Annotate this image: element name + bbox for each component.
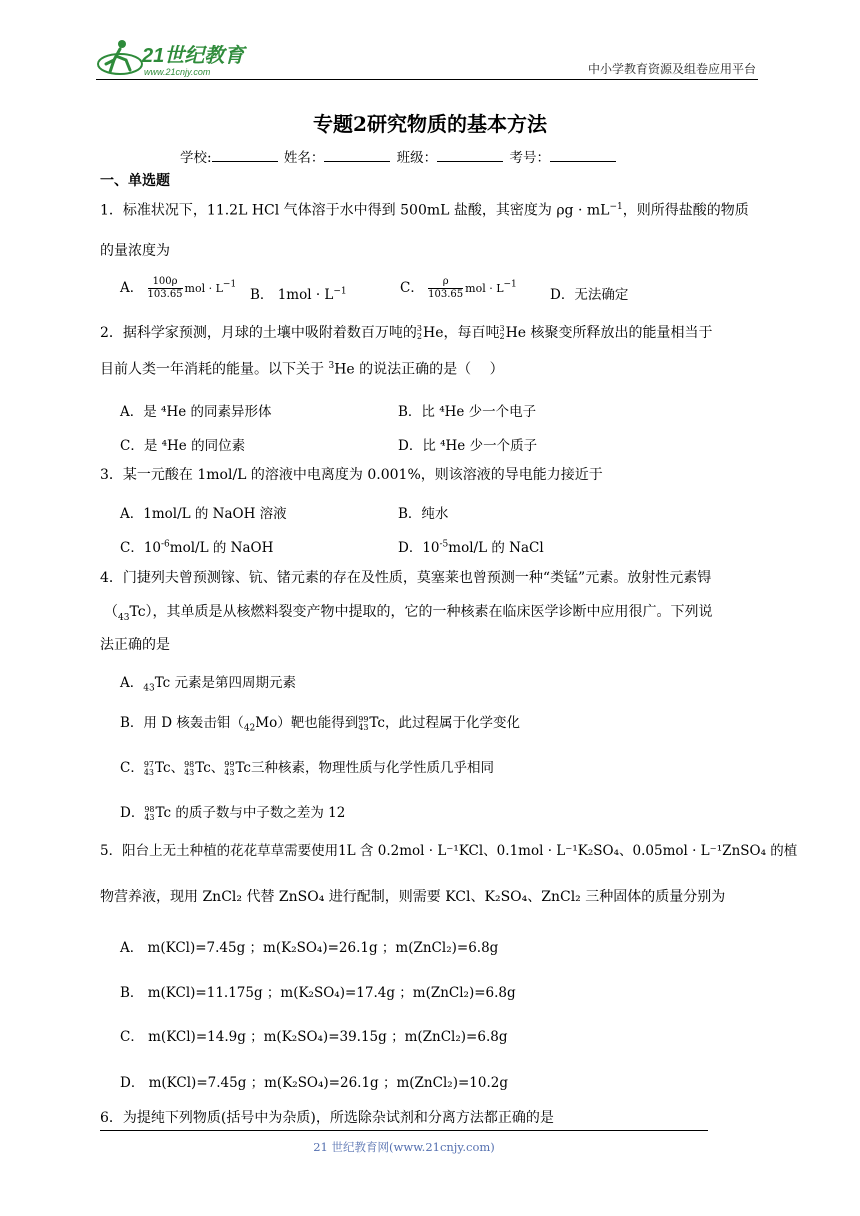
q1-stem-line2: 的量浓度为: [100, 243, 170, 259]
q1-option-d[interactable]: D．无法确定: [550, 287, 629, 303]
q4-option-d[interactable]: D． 98 43 Tc 的质子数与中子数之差为 12: [120, 804, 346, 822]
q4-option-b[interactable]: B．用 D 核轰击钼$(_{42}Mo)$靶也能得到 99 43 Tc，此过程属于化学变化: [120, 714, 520, 734]
q2-option-d[interactable]: D．比 ⁴He 少一个质子: [398, 438, 538, 454]
exam-no-label: 考号：: [509, 150, 550, 166]
logo-runner-icon: [96, 36, 260, 82]
q2-option-b[interactable]: B．比 ⁴He 少一个电子: [398, 404, 537, 420]
class-blank[interactable]: [437, 147, 503, 162]
footer-divider: [100, 1130, 708, 1131]
q4-stem-line2: $(_{43}Tc)$，其单质是从核燃料裂变产物中提取的，它的一种核素在临床医学诊断中应用很广。下列说: [104, 604, 713, 623]
logo: [96, 36, 260, 82]
platform-label: 中小学教育资源及组卷应用平台: [587, 62, 756, 76]
exam-no-blank[interactable]: [550, 147, 616, 162]
q3-stem: 3．某一元酸在 1mol/L 的溶液中电离度为 0.001%，则该溶液的导电能力接近于: [100, 467, 603, 483]
logo-text: 21世纪教育: [142, 45, 245, 67]
class-label: 班级：: [396, 150, 438, 166]
logo-url: www.21cnjy.com: [144, 67, 211, 77]
q1-option-a[interactable]: A． $\frac{100\rho}{103.65}$ mol · $L^{-1}$: [120, 276, 237, 300]
section-heading: 一、单选题: [100, 173, 170, 189]
q2-option-a[interactable]: A．是 ⁴He 的同素异形体: [120, 404, 272, 420]
footer-text[interactable]: 21 世纪教育网(www.21cnjy.com): [313, 1140, 495, 1154]
student-info: [180, 146, 618, 166]
q5-option-d[interactable]: D． m(KCl)=7.45g ；m(K₂SO₄)=26.1g ；m(ZnCl₂)=10.2g: [120, 1075, 508, 1091]
school-label: 学校:: [180, 150, 212, 166]
q2-stem: 2．据科学家预测，月球的土壤中吸附着数百万吨的 3 2 He，每百吨 3 2 He 核聚变所释放出的能量相当于: [100, 324, 713, 341]
q4-stem: 4．门捷列夫曾预测镓、钪、锗元素的存在及性质，莫塞莱也曾预测一种“类锰”元素。放射性元素锝: [100, 570, 712, 586]
q3-option-d[interactable]: D．$10^{-5}mol/L$ 的 NaCl: [398, 539, 544, 556]
header-divider: [96, 79, 758, 80]
q3-option-b[interactable]: B．纯水: [398, 506, 449, 522]
q2-option-c[interactable]: C．是 ⁴He 的同位素: [120, 438, 246, 454]
q3-option-a[interactable]: A．1mol/L 的 NaOH 溶液: [120, 506, 287, 522]
fraction: $\frac{100\rho}{103.65}$: [147, 276, 183, 300]
q5-option-c[interactable]: C． m(KCl)=14.9g ；m(K₂SO₄)=39.15g ；m(ZnCl₂)=6.8g: [120, 1029, 508, 1045]
q1-option-c[interactable]: C． $\frac{\rho}{103.65}$ mol · $L^{-1}$: [400, 276, 517, 300]
q6-stem: 6．为提纯下列物质(括号中为杂质)，所选除杂试剂和分离方法都正确的是: [100, 1110, 554, 1126]
q5-stem: 5．阳台上无土种植的花花草草需要使用1L 含 0.2mol · L⁻¹KCl、0.1mol · L⁻¹K₂SO₄、0.05mol · L⁻¹ZnSO₄ 的植: [100, 843, 798, 859]
q5-stem-line2: 物营养液，现用 ZnCl₂ 代替 ZnSO₄ 进行配制，则需要 KCl、K₂SO₄、ZnCl₂ 三种固体的质量分别为: [100, 889, 726, 905]
name-blank[interactable]: [324, 147, 390, 162]
q5-option-a[interactable]: A． m(KCl)=7.45g ；m(K₂SO₄)=26.1g ；m(ZnCl₂)=6.8g: [120, 940, 499, 956]
fraction: $\frac{\rho}{103.65}$: [428, 276, 464, 300]
q1-stem: 1．标准状况下，11.2L HCl 气体溶于水中得到 500mL 盐酸，其密度为 $\rho g \cdot mL^{-1}$，则所得盐酸的物质: [100, 202, 749, 219]
name-label: 姓名：: [283, 150, 325, 166]
q4-option-c[interactable]: C． 97 43 Tc、 98 43 Tc、 99 43 Tc三种核素，物理性质与化学性质几乎相同: [120, 759, 494, 777]
school-blank[interactable]: [212, 147, 278, 162]
q2-stem-line2: 目前人类一年消耗的能量。以下关于 $^3$He 的说法正确的是（ ）: [100, 361, 504, 378]
q4-stem-line3: 法正确的是: [100, 637, 170, 653]
q1-option-b[interactable]: B． $1mol \cdot L^{-1}$: [250, 286, 347, 303]
q3-option-c[interactable]: C．$10^{-6}mol/L$ 的 NaOH: [120, 539, 274, 556]
page-title: 专题2研究物质的基本方法: [313, 112, 547, 136]
q5-option-b[interactable]: B． m(KCl)=11.175g ；m(K₂SO₄)=17.4g ；m(ZnCl₂)=6.8g: [120, 985, 516, 1001]
q4-option-a[interactable]: A．$_{43}$Tc 元素是第四周期元素: [120, 675, 297, 694]
